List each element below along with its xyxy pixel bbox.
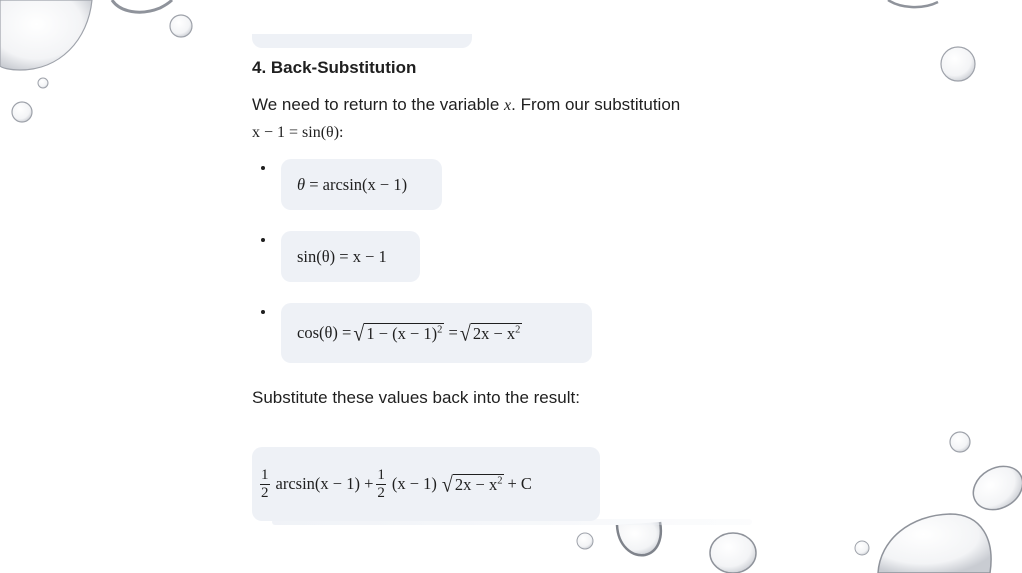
bullet-marker [261,310,265,314]
eq-lhs: θ [297,174,306,194]
substitution-equation: x − 1 = sin(θ): [252,124,344,141]
droplet-bottom [710,533,756,573]
intro-text-2: . From our substitution [511,95,681,114]
bullet-marker [261,238,265,242]
fraction-half: $\frac{1}{2}$ [261,466,269,501]
substitute-text: Substitute these values back into the result: [252,388,580,407]
droplet-small [38,78,48,88]
equation-box-theta [281,159,442,210]
eq-rhs: = x − 1 [339,246,387,266]
droplet-top-left-large [0,0,92,70]
exponent: 2 [497,475,503,486]
bullet-marker [261,166,265,170]
result-tail: + C [507,474,532,493]
droplet-small [941,47,975,81]
sqrt-radicand: 2x − x [454,474,498,494]
sqrt-expression: √ $2x - x^2$ [459,321,521,346]
droplet-top-right-arc [888,0,938,7]
droplet-small [12,102,32,122]
variable-x: x [504,97,512,114]
sqrt-radicand: 1 − (x − 1) [366,323,438,343]
droplet-small [170,15,192,37]
section-heading: 4. Back-Substitution [252,58,417,77]
result-equation-box [252,447,600,521]
fraction-half: $\frac{1}{2}$ [377,466,385,501]
eq-equals: = [448,323,458,342]
droplet-top-left-arc [112,0,172,12]
droplet-bottom-cup [617,522,661,555]
sqrt-expression: √ $1 - (x - 1)^2$ [353,321,443,346]
sqrt-radicand: 2x − x [472,323,516,343]
equation-box-cos [281,303,592,363]
sqrt-expression: √ $2x - x^2$ [441,472,503,497]
exponent: 2 [437,324,443,335]
scroll-fade-bar [272,519,752,525]
equation-box-sin [281,231,420,282]
droplet-small [855,541,869,555]
eq-lhs: cos(θ) = [297,323,352,342]
intro-text: We need to return to the variable [252,95,500,114]
previous-equation-box-edge [252,34,472,48]
result-term2: (x − 1) [391,474,437,493]
eq-lhs: sin(θ) [297,246,336,266]
eq-rhs: = arcsin(x − 1) [309,174,408,194]
droplet-small [950,432,970,452]
result-term1: arcsin(x − 1) + [275,474,374,493]
droplet-bottom-right-large [878,514,991,573]
droplet-right [965,458,1022,519]
droplet-small [577,533,593,549]
intro-paragraph [252,92,772,146]
exponent: 2 [515,324,521,335]
